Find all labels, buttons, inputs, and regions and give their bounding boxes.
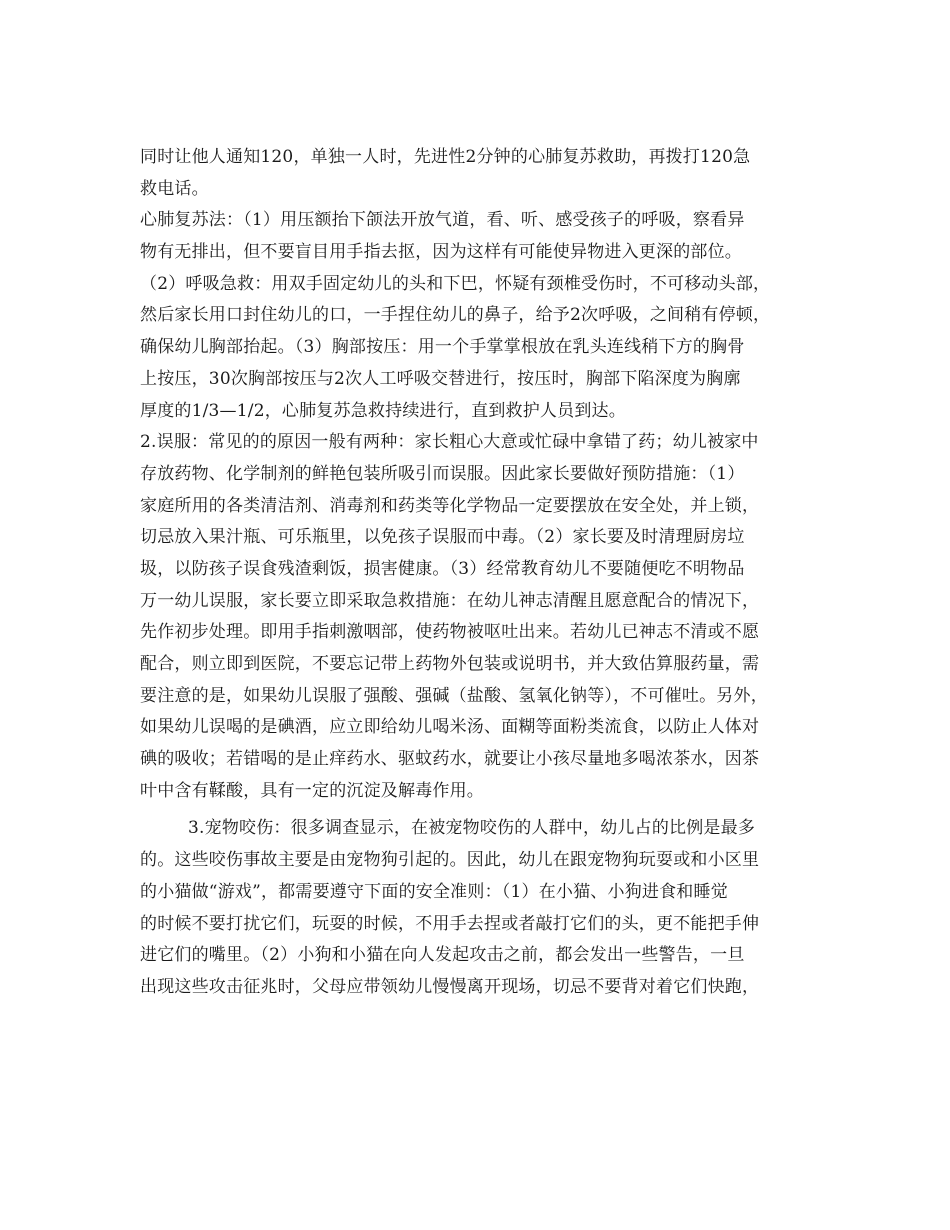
text-line: （2）呼吸急救：用双手固定幼儿的头和下巴，怀疑有颈椎受伤时，不可移动头部， (140, 273, 771, 294)
text-line: 的。这些咬伤事故主要是由宠物狗引起的。因此，幼儿在跟宠物狗玩耍或和小区里 (140, 850, 760, 871)
text-line: 的小猫做“游戏”，都需要遵守下面的安全准则：（1）在小猫、小狗进食和睡觉 (140, 881, 728, 902)
text-line: 先作初步处理。即用手指刺激咽部，使药物被呕吐出来。若幼儿已神志不清或不愿 (140, 622, 760, 643)
text-line: 进它们的嘴里。（2）小狗和小猫在向人发起攻击之前，都会发出一些警告，一旦 (140, 945, 745, 966)
text-line: 同时让他人通知120，单独一人时，先进性2分钟的心肺复苏救助，再拨打120急 (140, 147, 751, 167)
text-line: 心肺复苏法：（1）用压额抬下颌法开放气道，看、听、感受孩子的呼吸，察看异 (140, 210, 745, 231)
text-line: 家庭所用的各类清洁剂、消毒剂和药类等化学物品一定要摆放在安全处，并上锁， (140, 495, 760, 516)
text-line: 然后家长用口封住幼儿的口，一手捏住幼儿的鼻子，给予2次呼吸，之间稍有停顿， (140, 305, 771, 326)
text-line: 配合，则立即到医院，不要忘记带上药物外包装或说明书，并大致估算服药量，需 (140, 654, 760, 674)
text-line: 确保幼儿胸部抬起。（3）胸部按压：用一个手掌掌根放在乳头连线稍下方的胸骨 (140, 337, 745, 358)
text-line: 厚度的1/3—1/2，心肺复苏急救持续进行，直到救护人员到达。 (140, 400, 626, 421)
text-line: 的时候不要打扰它们，玩耍的时候，不用手去捏或者敲打它们的头，更不能把手伸 (140, 913, 760, 934)
text-line: 圾，以防孩子误食残渣剩饭，损害健康。（3）经常教育幼儿不要随便吃不明物品 (140, 558, 745, 579)
text-line: 出现这些攻击征兆时，父母应带领幼儿慢慢离开现场，切忌不要背对着它们快跑， (140, 976, 760, 997)
text-line: 3.宠物咬伤：很多调查显示，在被宠物咬伤的人群中，幼儿占的比例是最多 (188, 818, 756, 839)
text-line: 2.误服：常见的的原因一般有两种：家长粗心大意或忙碌中拿错了药；幼儿被家中 (140, 432, 759, 453)
text-line: 救电话。 (140, 178, 209, 199)
text-line: 如果幼儿误喝的是碘酒，应立即给幼儿喝米汤、面糊等面粉类流食，以防止人体对 (140, 717, 760, 738)
text-line: 要注意的是，如果幼儿误服了强酸、强碱（盐酸、氢氧化钠等），不可催吐。另外， (140, 685, 768, 706)
text-line: 切忌放入果汁瓶、可乐瓶里，以免孩子误服而中毒。（2）家长要及时清理厨房垃 (140, 527, 745, 548)
document-body (140, 142, 830, 1004)
text-line: 物有无排出，但不要盲目用手指去抠，因为这样有可能使异物进入更深的部位。 (140, 242, 742, 263)
text-line: 万一幼儿误服，家长要立即采取急救措施：在幼儿神志清醒且愿意配合的情况下， (140, 590, 760, 611)
text-line: 叶中含有鞣酸，具有一定的沉淀及解毒作用。 (140, 780, 484, 801)
text-line: 存放药物、化学制剂的鲜艳包装所吸引而误服。因此家长要做好预防措施：（1） (140, 463, 745, 484)
text-line: 碘的吸收；若错喝的是止痒药水、驱蚊药水，就要让小孩尽量地多喝浓茶水，因茶 (140, 749, 760, 770)
text-line: 上按压，30次胸部按压与2次人工呼吸交替进行，按压时，胸部下陷深度为胸廓 (140, 368, 741, 389)
